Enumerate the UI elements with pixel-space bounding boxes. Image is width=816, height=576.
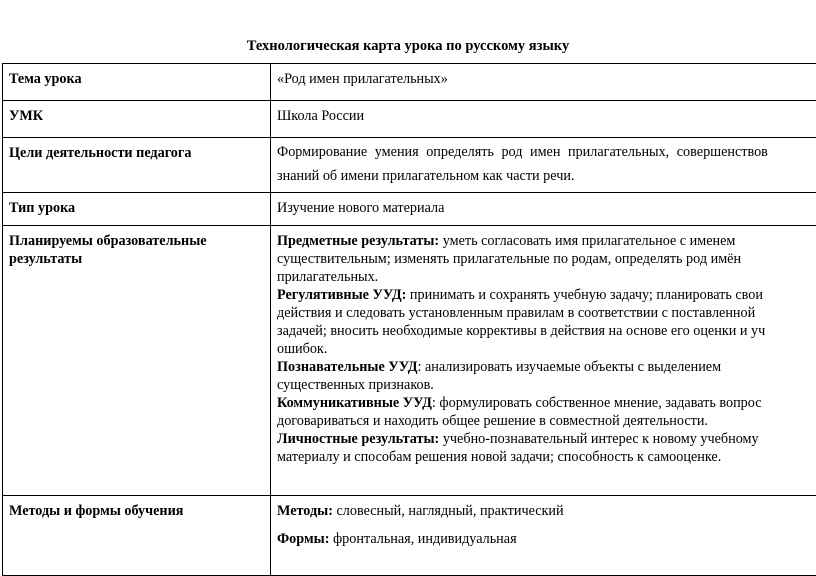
table-row [3, 193, 816, 226]
row-label [3, 226, 271, 496]
outcome-subject-line [277, 232, 816, 250]
goal-line-2: знаний об имени прилагательном как части речи. [277, 164, 816, 188]
methods-line [277, 502, 816, 520]
row-value: Школа России [271, 101, 816, 138]
row-label-line-1: Планируемы образовательные [9, 232, 264, 250]
row-value: «Род имен прилагательных» [271, 64, 816, 101]
outcome-personal-heading: Личностные результаты: [277, 431, 439, 447]
row-value [271, 138, 816, 193]
outcome-regulative-line-3: задачей; вносить необходимые коррективы в действия на основе его оценки и уч [277, 322, 816, 340]
outcome-regulative-heading: Регулятивные УУД: [277, 287, 406, 303]
row-label: УМК [3, 101, 271, 138]
forms-text: фронтальная, индивидуальная [329, 531, 516, 547]
table-row [3, 226, 816, 496]
outcome-subject-text: уметь согласовать имя прилагательное с именем [439, 233, 735, 249]
outcome-communicative-text: : формулировать собственное мнение, задавать вопрос [432, 395, 762, 411]
outcome-communicative-heading: Коммуникативные УУД [277, 395, 432, 411]
outcome-communicative-line [277, 394, 816, 412]
outcome-regulative-text: принимать и сохранять учебную задачу; планировать свои [406, 287, 763, 303]
outcome-cognitive-text: : анализировать изучаемые объекты с выделением [417, 359, 721, 375]
outcome-regulative-line-2: действия и следовать установленным правилам в соответствии с поставленной [277, 304, 816, 322]
forms-heading: Формы: [277, 531, 329, 547]
page-title [0, 38, 816, 55]
methods-text: словесный, наглядный, практический [333, 503, 564, 519]
outcome-subject-line-2: существительным; изменять прилагательные по родам, определять род имён [277, 250, 816, 268]
outcome-personal-line [277, 430, 816, 448]
outcome-regulative-line-4: ошибок. [277, 340, 816, 358]
row-value: Изучение нового материала [271, 193, 816, 226]
row-label-line-2: результаты [9, 250, 264, 268]
row-label: Тип урока [3, 193, 271, 226]
table-row [3, 138, 816, 193]
outcome-subject-heading: Предметные результаты: [277, 233, 439, 249]
outcomes-cell [271, 226, 816, 496]
outcome-cognitive-heading: Познавательные УУД [277, 359, 417, 375]
row-label: Цели деятельности педагога [3, 138, 271, 193]
methods-cell [271, 496, 816, 576]
row-label: Тема урока [3, 64, 271, 101]
goal-line-1: Формирование умения определять род имен прилагательных, совершенствов [277, 140, 816, 164]
table-row [3, 496, 816, 576]
outcome-regulative-line [277, 286, 816, 304]
outcome-cognitive-line [277, 358, 816, 376]
methods-heading: Методы: [277, 503, 333, 519]
page-title-text: Технологическая карта урока по русскому языку [247, 38, 569, 54]
forms-line [277, 530, 816, 548]
outcome-cognitive-line-2: существенных признаков. [277, 376, 816, 394]
outcome-subject-line-3: прилагательных. [277, 268, 816, 286]
outcome-personal-line-2: материалу и способам решения новой задачи; способность к самооценке. [277, 448, 816, 466]
lesson-map-table [2, 63, 816, 576]
outcome-personal-text: учебно-познавательный интерес к новому учебному [439, 431, 758, 447]
outcome-communicative-line-2: договариваться и находить общее решение в совместной деятельности. [277, 412, 816, 430]
row-label: Методы и формы обучения [3, 496, 271, 576]
table-row [3, 101, 816, 138]
table-row [3, 64, 816, 101]
spacer [277, 520, 816, 530]
